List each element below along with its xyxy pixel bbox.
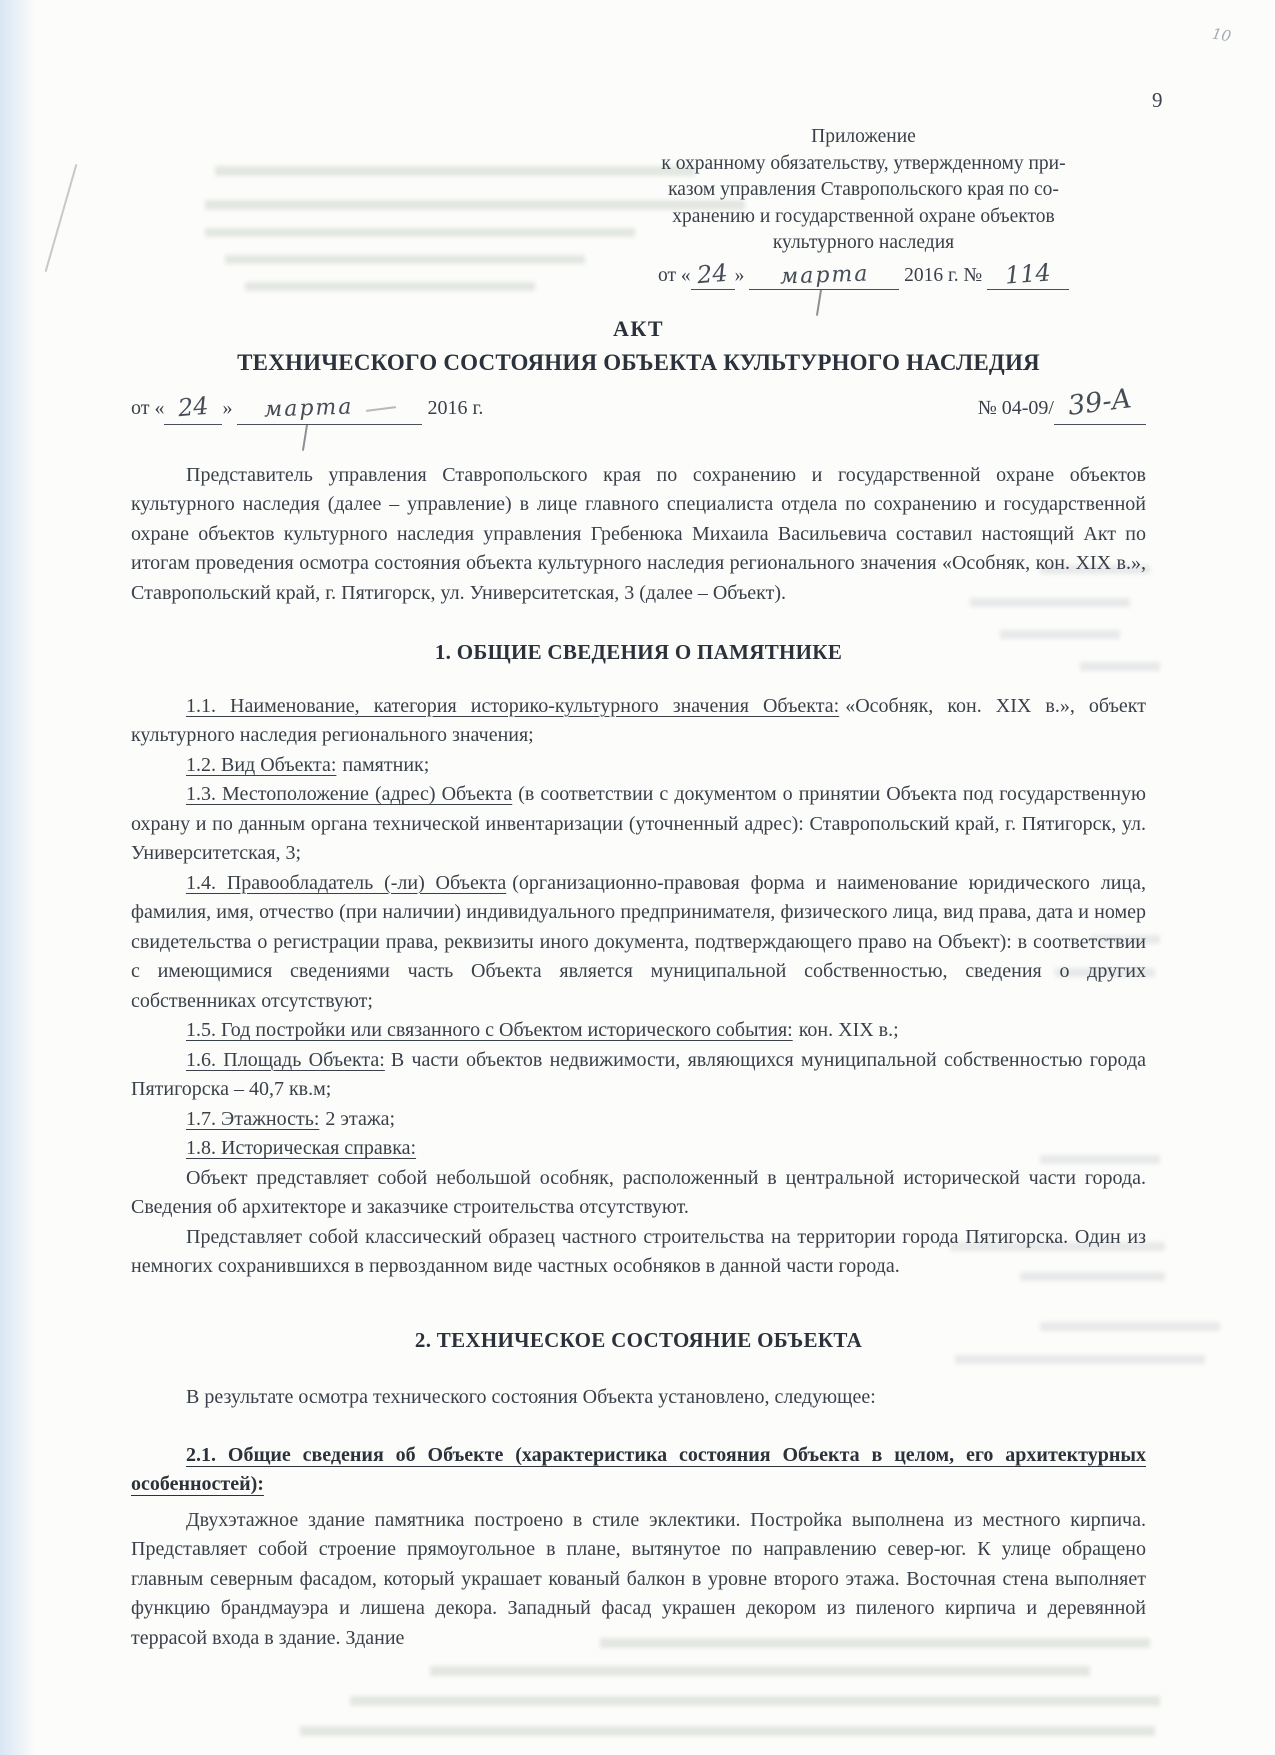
act-title-block	[131, 314, 1146, 377]
act-number-label: № 04-09/	[977, 397, 1054, 419]
act-title-line2: ТЕХНИЧЕСКОГО СОСТОЯНИЯ ОБЪЕКТА КУЛЬТУРНОГО НАСЛЕДИЯ	[237, 349, 1040, 375]
act-title: АКТ	[612, 316, 664, 341]
item-1-3-label: 1.3. Местоположение (адрес) Объекта	[186, 783, 513, 805]
item-1-6-label: 1.6. Площадь Объекта:	[186, 1048, 385, 1071]
handwritten-act-number: 39-А	[1066, 383, 1134, 422]
item-1-5-label: 1.5. Год постройки или связанного с Объектом исторического события:	[186, 1019, 793, 1041]
act-date-month-blank	[237, 393, 422, 425]
act-number-blank	[1054, 383, 1146, 425]
handwritten-act-month: марта	[263, 394, 355, 423]
appendix-line: казом управления Ставропольского края по со-	[668, 179, 1059, 200]
appendix-date-line	[611, 257, 1116, 291]
appendix-line: к охранному обязательству, утвержденному при-	[661, 152, 1066, 174]
item-1-7-text: 2 этажа;	[325, 1107, 396, 1130]
item-1-6-text: В части объектов недвижимости, являющихся муниципальной собственностью города Пятигорска – 40,7 кв.м;	[131, 1048, 1146, 1100]
handwritten-month: марта	[779, 260, 870, 290]
date-suffix: 2016 г. №	[904, 264, 983, 286]
item-1-4-label: 1.4. Правообладатель (-ли) Объекта	[186, 871, 507, 894]
item-1-7	[131, 1105, 1146, 1135]
scanner-edge-shadow	[0, 0, 36, 1755]
section-1-heading: 1. ОБЩИЕ СВЕДЕНИЯ О ПАМЯТНИКЕ	[434, 640, 843, 664]
date-prefix: от «	[657, 264, 691, 286]
item-1-1-label: 1.1. Наименование, категория историко-культурного значения Объекта:	[186, 694, 840, 717]
intro-paragraph: Представитель управления Ставропольского края по сохранению и государственной охране объектов культурного наследия (далее – управление) в лице главного специалиста отдела по сохранению и государственной охране объектов культурного наследия управления Гребенюка Михаила Васильевича составил настоящий Акт по итогам проведения осмотра состояния объекта культурного наследия регионального значения «Особняк, кон. XIX в.», Ставропольский край, г. Пятигорск, ул. Университетская, 3 (далее – Объект).	[131, 463, 1146, 604]
pen-stroke	[816, 289, 822, 316]
history-paragraph-2: Представляет собой классический образец частного строительства на территории города Пятигорска. Один из немногих сохранившихся в первозданном виде частных особняков в данной части города.	[131, 1225, 1146, 1277]
date-day-blank	[691, 260, 735, 291]
item-1-1	[131, 692, 1146, 751]
item-1-4-text: (организационно-правовая форма и наименование юридического лица, фамилия, имя, отчество (при наличии) индивидуального предпринимателя, физического лица, вид права, дата и номер свидетельства о регистрации права, реквизиты иного документа, подтверждающего право на Объект): в соответствии с имеющимися сведениями часть Объекта является муниципальной собственностью, сведения о других собственниках отсутствуют;	[131, 871, 1146, 1012]
item-1-8	[131, 1134, 1146, 1164]
section-2-intro: В результате осмотра технического состояния Объекта установлено, следующее:	[186, 1386, 876, 1408]
subsection-2-1-heading	[131, 1441, 1146, 1500]
bleed-through-artifact	[350, 1696, 1160, 1706]
item-1-4	[131, 869, 1146, 1017]
bleed-through-artifact	[300, 1726, 1155, 1736]
appendix-block	[611, 124, 1116, 290]
item-1-5-text: кон. XIX в.;	[798, 1019, 899, 1041]
item-1-1-text: «Особняк, кон. XIX в.», объект культурного наследия регионального значения;	[131, 694, 1146, 746]
handwritten-order-number: 114	[1004, 257, 1052, 290]
appendix-line: хранению и государственной охране объектов	[672, 205, 1055, 227]
item-1-2-text: памятник;	[342, 753, 430, 776]
act-number	[977, 383, 1146, 425]
appendix-line: культурного наследия	[772, 232, 955, 253]
date-month-blank	[749, 262, 899, 291]
bleed-through-artifact	[430, 1666, 1090, 1676]
item-1-2-label: 1.2. Вид Объекта:	[186, 753, 337, 776]
item-1-2	[131, 751, 1146, 781]
act-date-suffix: 2016 г.	[427, 397, 484, 419]
act-date-day-blank	[164, 392, 222, 425]
subsection-2-1-heading-text: 2.1. Общие сведения об Объекте (характеристика состояния Объекта в целом, его архитектурных особенностей):	[131, 1443, 1146, 1495]
act-date-prefix: от «	[131, 397, 165, 419]
item-1-3-text: (в соответствии с документом о принятии Объекта под государственную охрану и по данным органа технической инвентаризации (уточненный адрес): Ставропольский край, г. Пятигорск, ул. Университетская, 3;	[131, 783, 1146, 864]
order-number-blank	[987, 257, 1069, 291]
act-meta-row	[131, 383, 1146, 425]
item-1-3	[131, 780, 1146, 869]
page-number: 9	[1152, 88, 1163, 112]
history-paragraph-1: Объект представляет собой небольшой особняк, расположенный в центральной исторической части города. Сведения об архитекторе и заказчике строительства отсутствуют.	[131, 1166, 1146, 1218]
pen-mark-margin	[45, 164, 78, 272]
handwritten-act-day: 24	[176, 391, 210, 423]
pen-stroke	[302, 424, 308, 451]
act-date-close-quote: »	[222, 397, 233, 419]
section-2-heading: 2. ТЕХНИЧЕСКОЕ СОСТОЯНИЕ ОБЪЕКТА	[414, 1327, 863, 1352]
item-1-7-label: 1.7. Этажность:	[186, 1107, 320, 1130]
appendix-line: Приложение	[811, 126, 916, 147]
item-1-6	[131, 1046, 1146, 1105]
item-1-8-label: 1.8. Историческая справка:	[186, 1137, 417, 1159]
act-date-line	[131, 392, 483, 425]
handwritten-day: 24	[696, 258, 730, 289]
item-1-5	[131, 1016, 1146, 1046]
building-description-paragraph: Двухэтажное здание памятника построено в стиле эклектики. Постройка выполнена из местного кирпича. Представляет собой строение прямоугольное в плане, вытянутое по направлению север-юг. К улице обращено главным северным фасадом, который украшает кованый балкон в уровне второго этажа. Восточная стена выполняет функцию брандмауэра и лишена декора. Западный фасад украшен декором из пиленого кирпича и деревянной террасой входа в здание. Здание	[131, 1508, 1146, 1649]
handwritten-corner-note: 10	[1210, 24, 1233, 46]
pen-dash	[366, 407, 396, 413]
date-close-quote: »	[734, 264, 745, 286]
